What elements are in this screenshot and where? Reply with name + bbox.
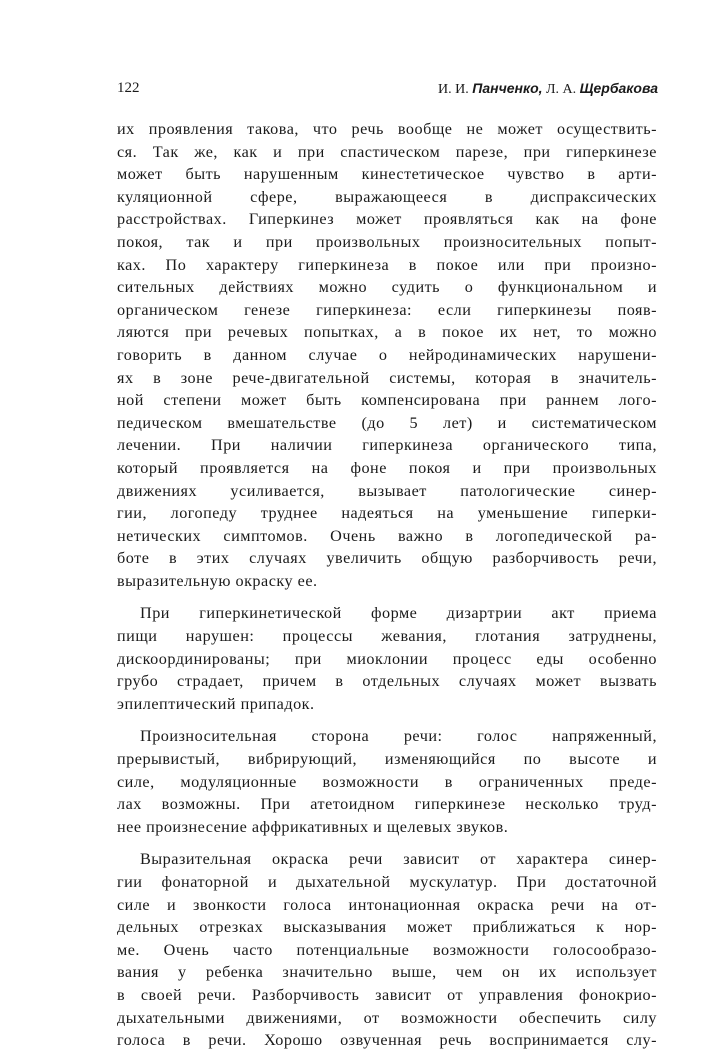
text-line: силе и звонкости голоса интонационная окраска речи на от-	[117, 895, 657, 914]
text-line: ках. По характеру гиперкинеза в покое или при произно-	[117, 255, 657, 274]
paragraph-gap	[117, 715, 657, 725]
text-line: лах возможны. При атетоидном гиперкинезе несколько труд-	[117, 795, 657, 814]
text-line: При гиперкинетической форме дизартрии акт приема	[140, 604, 657, 623]
text-line: который проявляется на фоне покоя и при произвольных	[117, 458, 657, 477]
paragraph-gap	[117, 592, 657, 602]
text-line: выразительную окраску ее.	[117, 571, 318, 590]
text-line: ляются при речевых попытках, а в покое их нет, то можно	[117, 323, 657, 342]
text-line: гии фонаторной и дыхательной мускулатур. При достаточной	[117, 873, 657, 891]
text-line: дискоординированы; при миоклонии процесс еды особенно	[117, 649, 657, 668]
text-line: ме. Очень часто потенциальные возможности голосообразо-	[117, 940, 657, 959]
text-line: дыхательными движениями, от возможности обеспечить силу	[117, 1008, 657, 1027]
running-head	[438, 80, 658, 98]
text-line: может быть нарушенным кинестетическое чувство в арти-	[117, 165, 657, 184]
paragraph	[117, 118, 657, 592]
text-line: пищи нарушен: процессы жевания, глотания затруднены,	[117, 627, 657, 646]
text-line: грубо страдает, причем в отдельных случаях может вызвать	[117, 672, 657, 691]
body-text	[117, 118, 657, 1052]
text-line: ся. Так же, как и при спастическом парезе, при гиперкинезе	[117, 142, 657, 161]
text-line: лечении. При наличии гиперкинеза органического типа,	[117, 436, 657, 455]
text-line: голоса в речи. Хорошо озвученная речь воспринимается слу-	[117, 1031, 657, 1050]
author2-initials: Л. А.	[542, 82, 580, 97]
text-line: Произносительная сторона речи: голос напряженный,	[140, 727, 657, 746]
text-line: ной степени может быть компенсирована при раннем лого-	[117, 391, 657, 410]
text-line: органическом генезе гиперкинеза: если гиперкинезы появ-	[117, 300, 657, 319]
text-line: говорить в данном случае о нейродинамических нарушени-	[117, 345, 657, 364]
text-line: нее произнесение аффрикативных и щелевых звуков.	[117, 817, 509, 836]
paragraph	[117, 848, 657, 1051]
text-line: дельных отрезках высказывания может приближаться к нор-	[117, 918, 657, 937]
text-line: их проявления такова, что речь вообще не может осуществить-	[117, 120, 657, 138]
paragraph	[117, 602, 657, 715]
text-line: сительных действиях можно судить о функциональном и	[117, 278, 657, 297]
page-number: 122	[117, 80, 140, 96]
text-line: боте в этих случаях увеличить общую разборчивость речи,	[117, 549, 657, 568]
text-line: движениях усиливается, вызывает патологические синер-	[117, 481, 657, 500]
text-line: вания у ребенка значительно выше, чем он их использует	[117, 963, 657, 982]
author2-surname: Щербакова	[579, 80, 658, 96]
text-line: педическом вмешательстве (до 5 лет) и систематическом	[117, 413, 657, 432]
text-line: покоя, так и при произвольных произносительных попыт-	[117, 232, 657, 251]
text-line: ях в зоне рече-двигательной системы, которая в значитель-	[117, 368, 657, 387]
text-line: куляционной сфере, выражающееся в диспраксических	[117, 187, 657, 206]
text-line: в своей речи. Разборчивость зависит от управления фонокрио-	[117, 985, 657, 1004]
author1-initials: И. И.	[438, 82, 473, 97]
paragraph	[117, 725, 657, 838]
text-line: прерывистый, вибрирующий, изменяющийся по высоте и	[117, 750, 657, 769]
author1-surname: Панченко,	[472, 80, 543, 96]
paragraph-gap	[117, 838, 657, 848]
text-line: расстройствах. Гиперкинез может проявляться как на фоне	[117, 210, 657, 229]
text-line: нетических симптомов. Очень важно в логопедической ра-	[117, 526, 657, 545]
text-line: Выразительная окраска речи зависит от характера синер-	[140, 850, 657, 869]
text-line: силе, модуляционные возможности в ограниченных преде-	[117, 772, 657, 791]
text-line: гии, логопеду труднее надеяться на уменьшение гиперки-	[117, 504, 657, 523]
text-line: эпилептический припадок.	[117, 694, 315, 713]
